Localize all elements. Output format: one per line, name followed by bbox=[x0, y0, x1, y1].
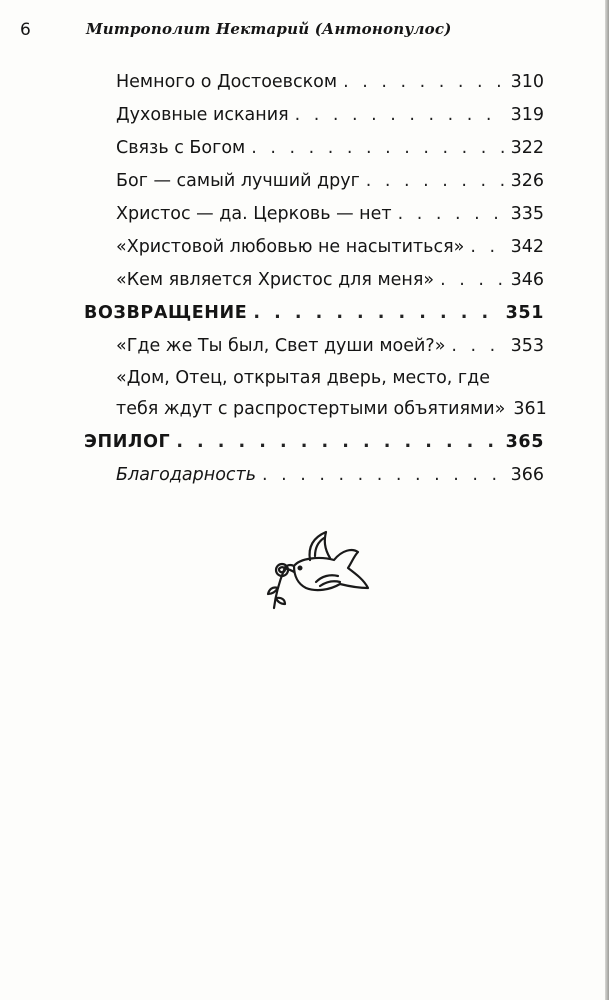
dot-leader bbox=[253, 297, 499, 330]
toc-entry-title: «Кем является Христос для меня» bbox=[116, 270, 435, 290]
toc-entry bbox=[84, 231, 544, 264]
running-head: Митрополит Нектарий (Антонопулос) bbox=[86, 20, 452, 38]
toc-entry bbox=[84, 330, 544, 363]
page-edge bbox=[605, 0, 609, 1000]
toc-entry bbox=[84, 132, 544, 165]
toc-entry-line1 bbox=[84, 363, 544, 393]
toc-entry-title: Бог — самый лучший друг bbox=[116, 171, 360, 191]
toc-entry-page: 326 bbox=[510, 171, 544, 191]
dot-leader bbox=[398, 198, 505, 231]
dove-with-rose-icon bbox=[260, 528, 370, 618]
toc-entry bbox=[84, 99, 544, 132]
dot-leader bbox=[251, 132, 504, 165]
dot-leader bbox=[295, 99, 505, 132]
toc-entry bbox=[84, 264, 544, 297]
toc-entry bbox=[84, 459, 544, 492]
toc-entry-page: 322 bbox=[510, 138, 544, 158]
toc-section bbox=[84, 426, 544, 459]
toc-entry-title-cont: тебя ждут с распростертыми объятиями» bbox=[116, 399, 506, 419]
toc-section-page: 365 bbox=[505, 432, 544, 452]
toc-entry-title: Благодарность bbox=[116, 465, 257, 485]
toc-entry-title: Христос — да. Церковь — нет bbox=[116, 204, 392, 224]
dot-leader bbox=[262, 459, 505, 492]
toc-entry-title: Немного о Достоевском bbox=[116, 72, 338, 92]
page-number: 6 bbox=[20, 20, 31, 40]
toc-entry-page: 335 bbox=[510, 204, 544, 224]
dot-leader bbox=[470, 231, 504, 264]
toc-entry-page: 342 bbox=[510, 237, 544, 257]
toc-entry-page: 346 bbox=[510, 270, 544, 290]
toc-entry bbox=[84, 393, 547, 426]
toc-section-page: 351 bbox=[505, 303, 544, 323]
toc-entry bbox=[84, 198, 544, 231]
dot-leader bbox=[451, 330, 504, 363]
toc-entry-title: «Дом, Отец, открытая дверь, место, где bbox=[116, 368, 490, 388]
toc-entry-title: «Где же Ты был, Свет души моей?» bbox=[116, 336, 446, 356]
toc-entry-page: 310 bbox=[510, 72, 544, 92]
toc-section-title: ЭПИЛОГ bbox=[84, 432, 171, 452]
toc-entry-title: «Христовой любовью не насытиться» bbox=[116, 237, 465, 257]
toc-section bbox=[84, 297, 544, 330]
toc-entry-title: Связь с Богом bbox=[116, 138, 246, 158]
toc-section-title: ВОЗВРАЩЕНИЕ bbox=[84, 303, 248, 323]
table-of-contents bbox=[84, 66, 547, 492]
toc-entry-page: 353 bbox=[510, 336, 544, 356]
toc-entry bbox=[84, 66, 544, 99]
toc-entry-title: Духовные искания bbox=[116, 105, 289, 125]
dot-leader bbox=[176, 426, 499, 459]
dot-leader bbox=[343, 66, 505, 99]
page-header bbox=[20, 20, 589, 44]
toc-entry-page: 366 bbox=[510, 465, 544, 485]
toc-entry-page: 361 bbox=[513, 399, 547, 419]
dot-leader bbox=[366, 165, 505, 198]
toc-entry-page: 319 bbox=[510, 105, 544, 125]
toc-entry bbox=[84, 165, 544, 198]
dot-leader bbox=[440, 264, 505, 297]
